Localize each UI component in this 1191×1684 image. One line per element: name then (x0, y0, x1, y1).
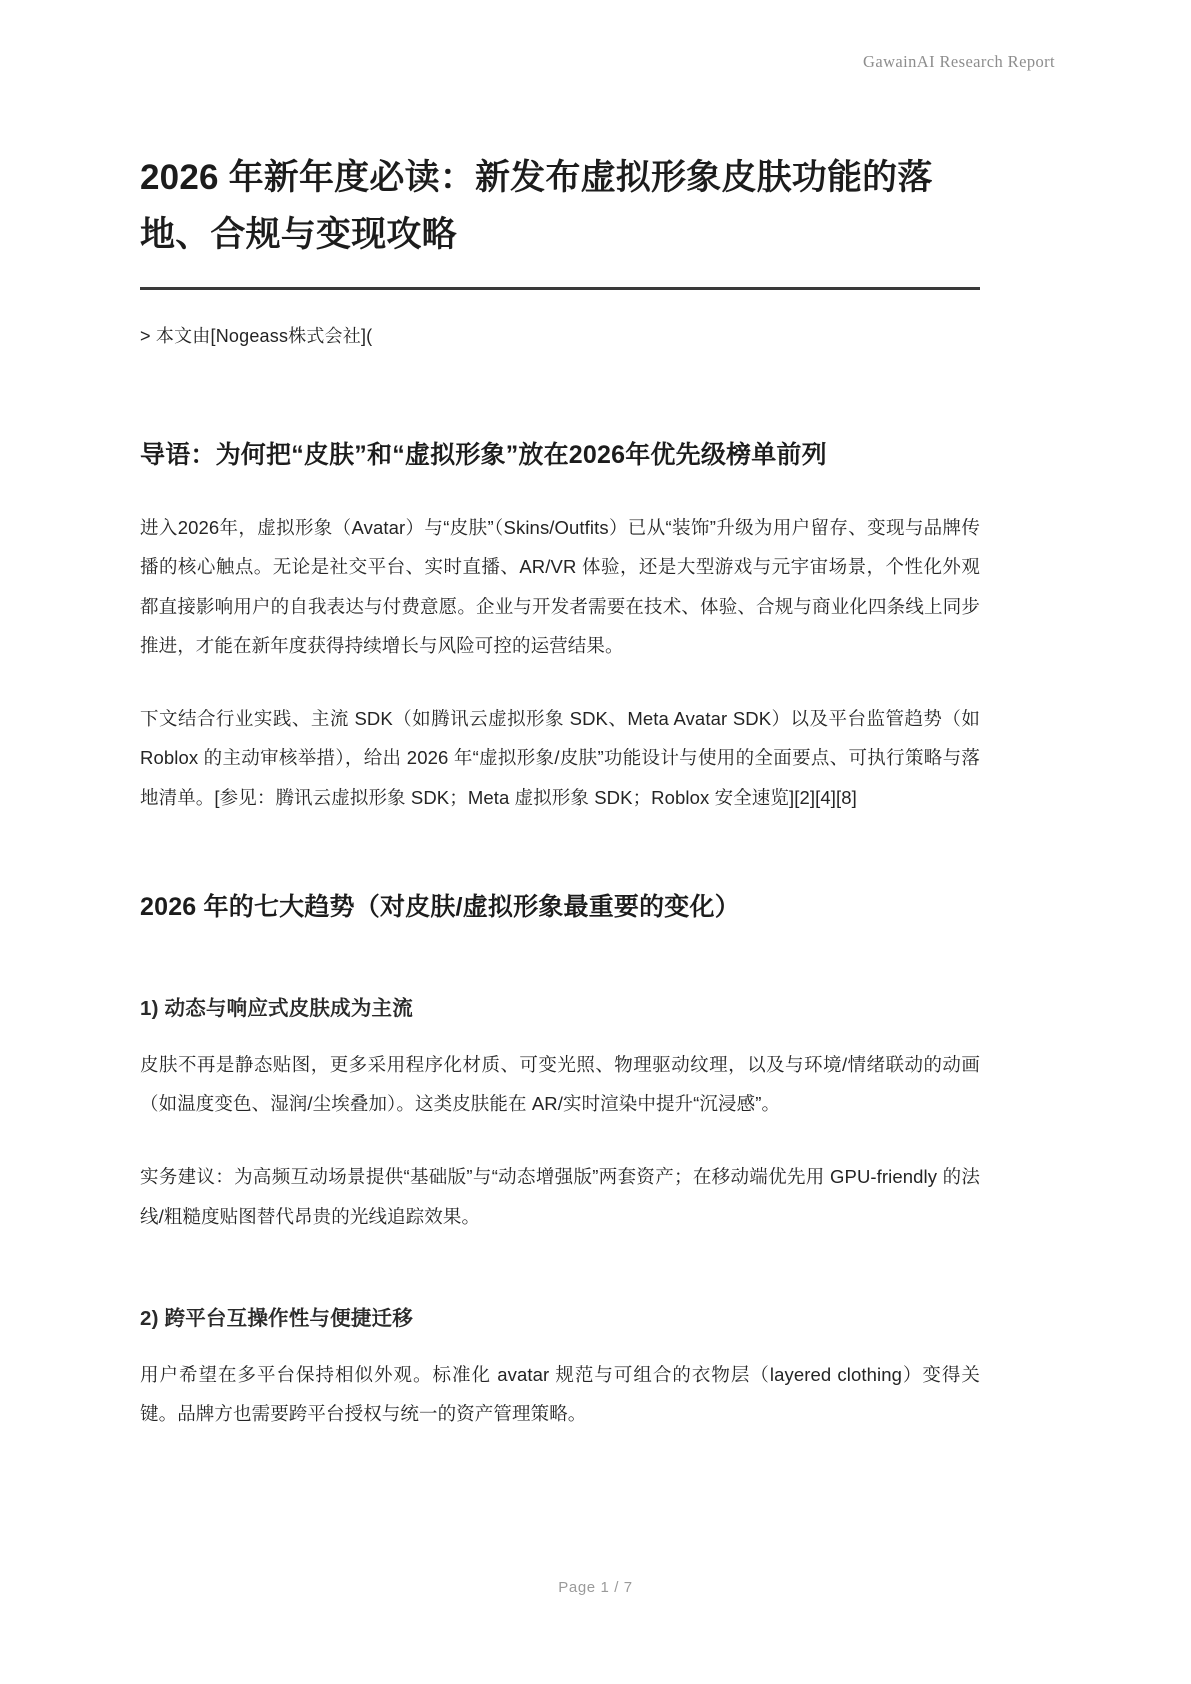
subsection-heading-1: 1) 动态与响应式皮肤成为主流 (140, 997, 413, 1021)
paragraph: 用户希望在多平台保持相似外观。标准化 avatar 规范与可组合的衣物层（layered clothing）变得关键。品牌方也需要跨平台授权与统一的资产管理策略。 (140, 1363, 980, 1424)
page-footer: Page 1 / 7 (558, 1579, 633, 1596)
subsection-heading-2: 2) 跨平台互操作性与便捷迁移 (140, 1306, 413, 1330)
paragraph: 实务建议：为高频互动场景提供“基础版”与“动态增强版”两套资产；在移动端优先用 GPU-friendly 的法线/粗糙度贴图替代昂贵的光线追踪效果。 (140, 1166, 980, 1227)
byline: > 本文由[Nogeass株式会社]( (140, 326, 373, 347)
section-heading-intro: 导语：为何把“皮肤”和“虚拟形象”放在2026年优先级榜单前列 (140, 440, 827, 469)
paragraph: 皮肤不再是静态贴图，更多采用程序化材质、可变光照、物理驱动纹理，以及与环境/情绪联动的动画（如温度变色、湿润/尘埃叠加）。这类皮肤能在 AR/实时渲染中提升“沉浸感”。 (140, 1054, 980, 1115)
document-content (140, 150, 980, 1433)
paragraph: 下文结合行业实践、主流 SDK（如腾讯云虚拟形象 SDK、Meta Avatar SDK）以及平台监管趋势（如 Roblox 的主动审核举措），给出 2026 年“虚拟形象/皮肤”功能设计与使用的全面要点、可执行策略与落地清单。[参见：腾讯云虚拟形象 SDK；Meta 虚拟形象 SDK；Roblox 安全速览][2][4][8] (140, 708, 980, 808)
page-title: 2026 年新年度必读：新发布虚拟形象皮肤功能的落地、合规与变现攻略 (140, 158, 933, 254)
title-divider (140, 287, 980, 290)
running-header: GawainAI Research Report (863, 52, 1055, 71)
section-heading-trends: 2026 年的七大趋势（对皮肤/虚拟形象最重要的变化） (140, 892, 740, 921)
paragraph: 进入2026年，虚拟形象（Avatar）与“皮肤”（Skins/Outfits）已从“装饰”升级为用户留存、变现与品牌传播的核心触点。无论是社交平台、实时直播、AR/VR 体验，还是大型游戏与元宇宙场景，个性化外观都直接影响用户的自我表达与付费意愿。企业与开发者需要在技术、体验、合规与商业化四条线上同步推进，才能在新年度获得持续增长与风险可控的运营结果。 (140, 517, 980, 656)
